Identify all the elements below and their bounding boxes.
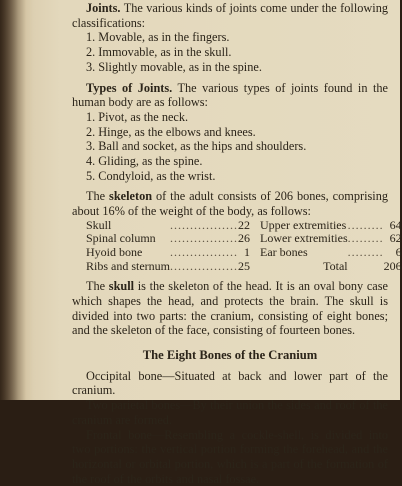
bone-description: —Resembling a cockle-shell, is divided into two portions: the vertical portion forming the forehead, and the horizontal or orbital portion, which is a part of the formation of the roof of the orbits and nasal fossae. <box>72 427 389 486</box>
bone-description: —By their union the sides and roof of the cranium are formed. <box>72 398 388 427</box>
bone-value: 26 <box>238 231 250 246</box>
bone-label: Spinal column <box>86 231 156 246</box>
types-term: Types of Joints. <box>86 80 173 95</box>
skull-paragraph <box>72 279 388 338</box>
bone-label: Ribs and sternum <box>86 258 170 273</box>
bone-label: Ear bones <box>260 245 308 260</box>
joints-term: Joints. <box>86 1 121 15</box>
bone-value: 64 <box>389 217 402 232</box>
total-label: Total <box>323 258 348 273</box>
bone-label: Upper extremities <box>260 217 347 232</box>
leader-dots: ......... <box>347 217 384 232</box>
bone-entry <box>72 398 388 427</box>
leader-dots: ................. <box>170 258 238 273</box>
bone-name: Frontal bone <box>86 427 152 442</box>
bone-value: 25 <box>238 258 250 273</box>
joint-types-list <box>86 110 388 184</box>
table-row <box>86 219 402 233</box>
page-text <box>72 1 402 486</box>
skull-text: is the skeleton of the head. It is an oval bony case which shapes the head, and protects the brain. The skull is divided into two parts: the cranium, consisting of eight bones; and the skeleton of the face, consisting of fourteen bones. <box>72 279 388 338</box>
leader-dots: ................. <box>170 231 238 246</box>
bone-description: —Situated at back and lower part of the cranium. <box>72 368 389 398</box>
skull-pre: The <box>86 279 109 294</box>
joint-kinds-list <box>86 30 388 74</box>
skeleton-pre: The <box>86 189 110 204</box>
leader-dots <box>348 260 384 274</box>
table-row <box>86 232 402 246</box>
bone-count-table <box>86 219 402 273</box>
bone-label: Skull <box>86 217 112 232</box>
list-item: 2. Hinge, as the elbows and knees. <box>86 124 256 139</box>
list-item: 5. Condyloid, as the wrist. <box>86 168 216 183</box>
bone-value: 6 <box>395 245 402 260</box>
table-row <box>86 260 402 274</box>
joints-paragraph <box>72 1 388 30</box>
bone-value: 1 <box>244 245 250 260</box>
list-item: 3. Ball and socket, as the hips and shoulders. <box>86 139 307 154</box>
skeleton-paragraph <box>72 189 388 218</box>
bone-entry <box>72 369 388 398</box>
leader-dots: ......... <box>347 245 384 260</box>
types-text: The various types of joints found in the human body are as follows: <box>72 80 388 110</box>
bone-name: Occipital bone <box>86 368 163 383</box>
leader-dots: ......... <box>347 231 384 246</box>
skull-term: skull <box>108 279 135 294</box>
bone-label: Hyoid bone <box>86 245 143 260</box>
page-gutter-shadow <box>0 0 26 400</box>
bone-value: 62 <box>389 231 402 246</box>
bone-entry <box>72 428 388 486</box>
joints-text: The various kinds of joints come under the following classifications: <box>72 1 388 30</box>
leader-dots: ................. <box>170 245 238 260</box>
bone-name: Two parietal bones <box>86 398 181 413</box>
skeleton-text: of the adult consists of 206 bones, comprising about 16% of the weight of the body, as follows: <box>72 189 388 219</box>
list-item: 1. Pivot, as the neck. <box>86 109 189 124</box>
list-item: 4. Gliding, as the spine. <box>86 154 203 169</box>
bone-value: 22 <box>238 217 250 232</box>
types-paragraph <box>72 81 388 110</box>
skeleton-term: skeleton <box>109 189 153 204</box>
list-item: 2. Immovable, as in the skull. <box>86 45 232 60</box>
list-item: 1. Movable, as in the fingers. <box>86 30 230 45</box>
bone-label: Lower extremities <box>260 231 348 246</box>
table-row <box>86 246 402 260</box>
leader-dots: ................. <box>170 217 238 232</box>
list-item: 3. Slightly movable, as in the spine. <box>86 59 262 74</box>
section-heading: The Eight Bones of the Cranium <box>142 348 318 363</box>
total-value: 206 <box>383 258 402 273</box>
